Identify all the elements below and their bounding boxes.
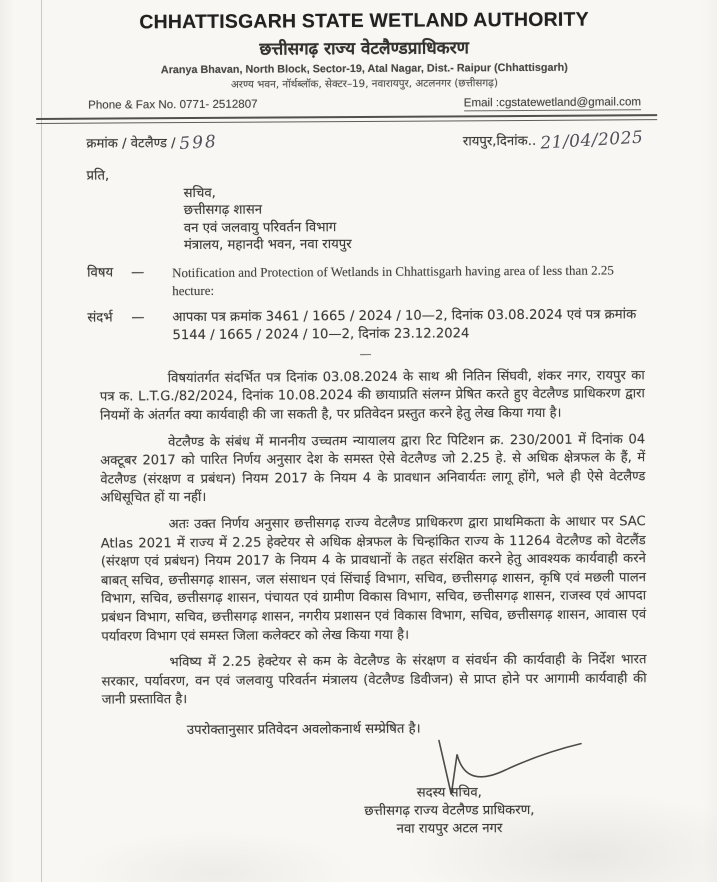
reference-label: संदर्भ — [87, 310, 113, 326]
body-paragraph-4: भविष्य में 2.25 हेक्टेयर से कम के वेटलैण्ड के संरक्षण व संवर्धन की कार्यवाही के निर्देश भारत सरकार, पर्यावरण, वन एवं जलवायु परिवर्तन मंत्रालय (वेटलैण्ड डिवीजन) से प्राप्त होने पर आगामी कार्यवाही की जानी प्रस्तावित है। — [101, 652, 647, 708]
letter-number-prefix: क्रमांक / वेटलैण्ड / — [86, 135, 176, 152]
contact-row — [86, 95, 643, 113]
reference-dash: — — [131, 310, 145, 326]
signatory-organization: छत्तीसगढ़ राज्य वेटलैण्ड प्राधिकरण, — [364, 802, 535, 819]
letter-body — [88, 367, 647, 710]
salutation: प्रति, — [86, 168, 110, 184]
address-hindi: अरण्य भवन, नॉर्थब्लॉक, सेक्टर–19, नवारायपुर, अटलनगर (छत्तीसगढ़) — [230, 77, 499, 91]
subject-row — [87, 261, 644, 300]
recipient-line: वन एवं जलवायु परिवर्तन विभाग — [183, 219, 337, 236]
place-and-date — [462, 127, 644, 154]
subject-text: Notification and Protection of Wetlands in Chhattisgarh having area of less than 2.25 hecture: — [172, 262, 614, 299]
signatory-title: सदस्य सचिव, — [416, 785, 482, 801]
reference-row — [87, 306, 644, 345]
place-date-prefix: रायपुर,दिनांक.. — [462, 133, 537, 149]
letterhead — [86, 8, 644, 113]
signatory-place: नवा रायपुर अटल नगर — [396, 821, 503, 837]
letter-number-handwritten: 598 — [179, 131, 219, 154]
phone-fax-number: Phone & Fax No. 0771- 2512807 — [88, 97, 258, 112]
reference-date-row — [86, 129, 643, 152]
email-address: Email :cgstatewetland@gmail.com — [463, 95, 642, 110]
body-paragraph-2: वेटलैण्ड के संबंध में माननीय उच्चतम न्यायालय द्वारा रिट पिटिशन क्र. 230/2001 में दिनांक 04 अक्टूबर 2017 को पारित निर्णय अनुसार देश के समस्त ऐसे वेटलैण्ड जो 2.25 हे. से अधिक क्षेत्रफल के हैं, में वेटलैण्ड (संरक्षण व प्रबंधन) नियम 2017 के नियम 4 के प्रावधान अनिवार्यतः लागू होंगे, भले ही ऐसे वेटलैण्ड अधिसूचित हों या नहीं। — [100, 431, 646, 507]
recipient-block — [184, 182, 644, 255]
closing-line: उपरोक्तानुसार प्रतिवेदन अवलोकनार्थ सम्प्रेषित है। — [186, 721, 421, 739]
section-separator-dash: — — [359, 346, 373, 361]
signature-block — [299, 738, 600, 840]
date-handwritten: 21/04/2025 — [539, 127, 644, 154]
org-name-english: CHHATTISGARH STATE WETLAND AUTHORITY — [139, 8, 589, 34]
recipient-line: छत्तीसगढ़ शासन — [183, 202, 263, 219]
recipient-line: मंत्रालय, महानदी भवन, नवा रायपुर — [183, 237, 352, 254]
subject-label: विषय — [87, 265, 114, 281]
address-english: Aranya Bhavan, North Block, Sector-19, Atal Nagar, Dist.- Raipur (Chhattisgarh) — [160, 61, 568, 77]
subject-dash: — — [131, 265, 145, 281]
recipient-line: सचिव, — [183, 185, 216, 201]
body-paragraph-1: विषयांतर्गत संदर्भित पत्र दिनांक 03.08.2024 के साथ श्री नितिन सिंघवी, शंकर नगर, रायपुर का पत्र क. L.T.G./82/2024, दिनांक 10.08.2024 की छायाप्रति संलग्न प्रेषित करते हुए वेटलैण्ड प्राधिकरण द्वारा नियमों के अंतर्गत क्या कार्यवाही की जा सकती है, पर प्रतिवेदन प्रस्तुत करने हेतु लेख किया गया है। — [99, 368, 645, 424]
header-divider-rule — [36, 114, 657, 123]
reference-text: आपका पत्र क्रमांक 3461 / 1665 / 2024 / 10—2, दिनांक 03.08.2024 एवं पत्र क्रमांक 5144 / 1665 / 2024 / 10—2, दिनांक 23.12.2024 — [172, 307, 637, 344]
org-name-hindi: छत्तीसगढ़ राज्य वेटलैण्डप्राधिकरण — [259, 38, 470, 60]
body-paragraph-3: अतः उक्त निर्णय अनुसार छत्तीसगढ़ राज्य वेटलैण्ड प्राधिकरण द्वारा प्राथमिकता के आधार पर SAC Atlas 2021 में राज्य में 2.25 हेक्टेयर से अधिक क्षेत्रफल के चिन्हांकित राज्य के 11264 वेटलैण्ड को वेटलैंड (संरक्षण एवं प्रबंधन) नियम 2017 के नियम 4 के प्रावधानों के तहत संरक्षित करने हेतु आवश्यक कार्यवाही करने बाबत् सचिव, छत्तीसगढ़ शासन, जल संसाधन एवं सिंचाई विभाग, सचिव, छत्तीसगढ़ शासन, कृषि एवं मछली पालन विभाग, सचिव, छत्तीसगढ़ शासन, पंचायत एवं ग्रामीण विकास विभाग, सचिव, छत्तीसगढ़ शासन, राजस्व एवं आपदा प्रबंधन विभाग, सचिव, छत्तीसगढ़ शासन, नगरीय प्रशासन एवं विकास विभाग, सचिव, छत्तीसगढ़ शासन, आवास एवं पर्यावरण विभाग एवं समस्त जिला कलेक्टर को लेख किया गया है। — [100, 514, 647, 645]
letter-number — [86, 131, 218, 152]
